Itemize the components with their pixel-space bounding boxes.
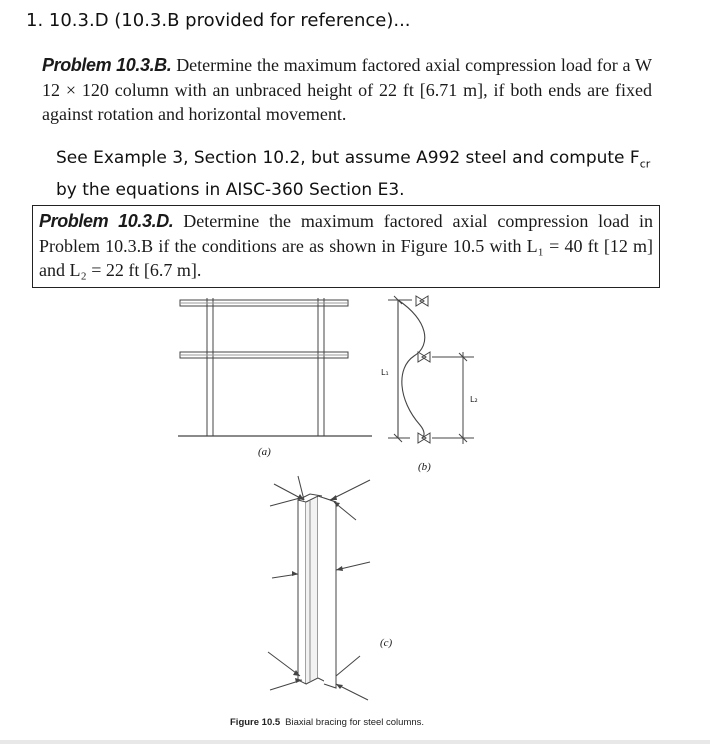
figure-label-b: (b) [418,461,431,473]
figure-caption-text: Biaxial bracing for steel columns. [285,717,425,728]
dimension-label-l1: L₁ [381,368,389,377]
figure-caption [230,717,424,728]
problem-b-text: Determine the maximum factored axial compression load for a W 12 × 120 column with an unbraced height of 22 ft [6.71 m], if both ends are fixed against rotation and horizontal movement. [42,55,652,124]
note-subscript: cr [639,157,651,171]
figure-label-a: (a) [258,446,271,458]
frame-elevation [178,298,372,436]
note-text-after: by the equations in AISC-360 Section E3. [56,180,405,201]
buckling-diagram [388,296,474,444]
figure-caption-number: Figure 10.5 [230,717,281,728]
problem-d-text: Determine the maximum factored axial compression load in Problem 10.3.B if the conditions are as shown in Figure 10.5 with L₁ = 40 ft [12 m] and L₂ = 22 ft [6.7 m]. [39,211,653,280]
bottom-divider [0,740,710,744]
figure-label-c: (c) [380,637,393,649]
problem-b-label: Problem 10.3.B. [42,55,172,75]
problem-d-label: Problem 10.3.D. [39,211,174,231]
question-title: 1. 10.3.D (10.3.B provided for reference)... [26,10,411,31]
column-bracing-detail [268,476,370,700]
dimension-label-l2: L₂ [470,395,478,404]
note-text-before: See Example 3, Section 10.2, but assume A992 steel and compute F [56,148,640,168]
